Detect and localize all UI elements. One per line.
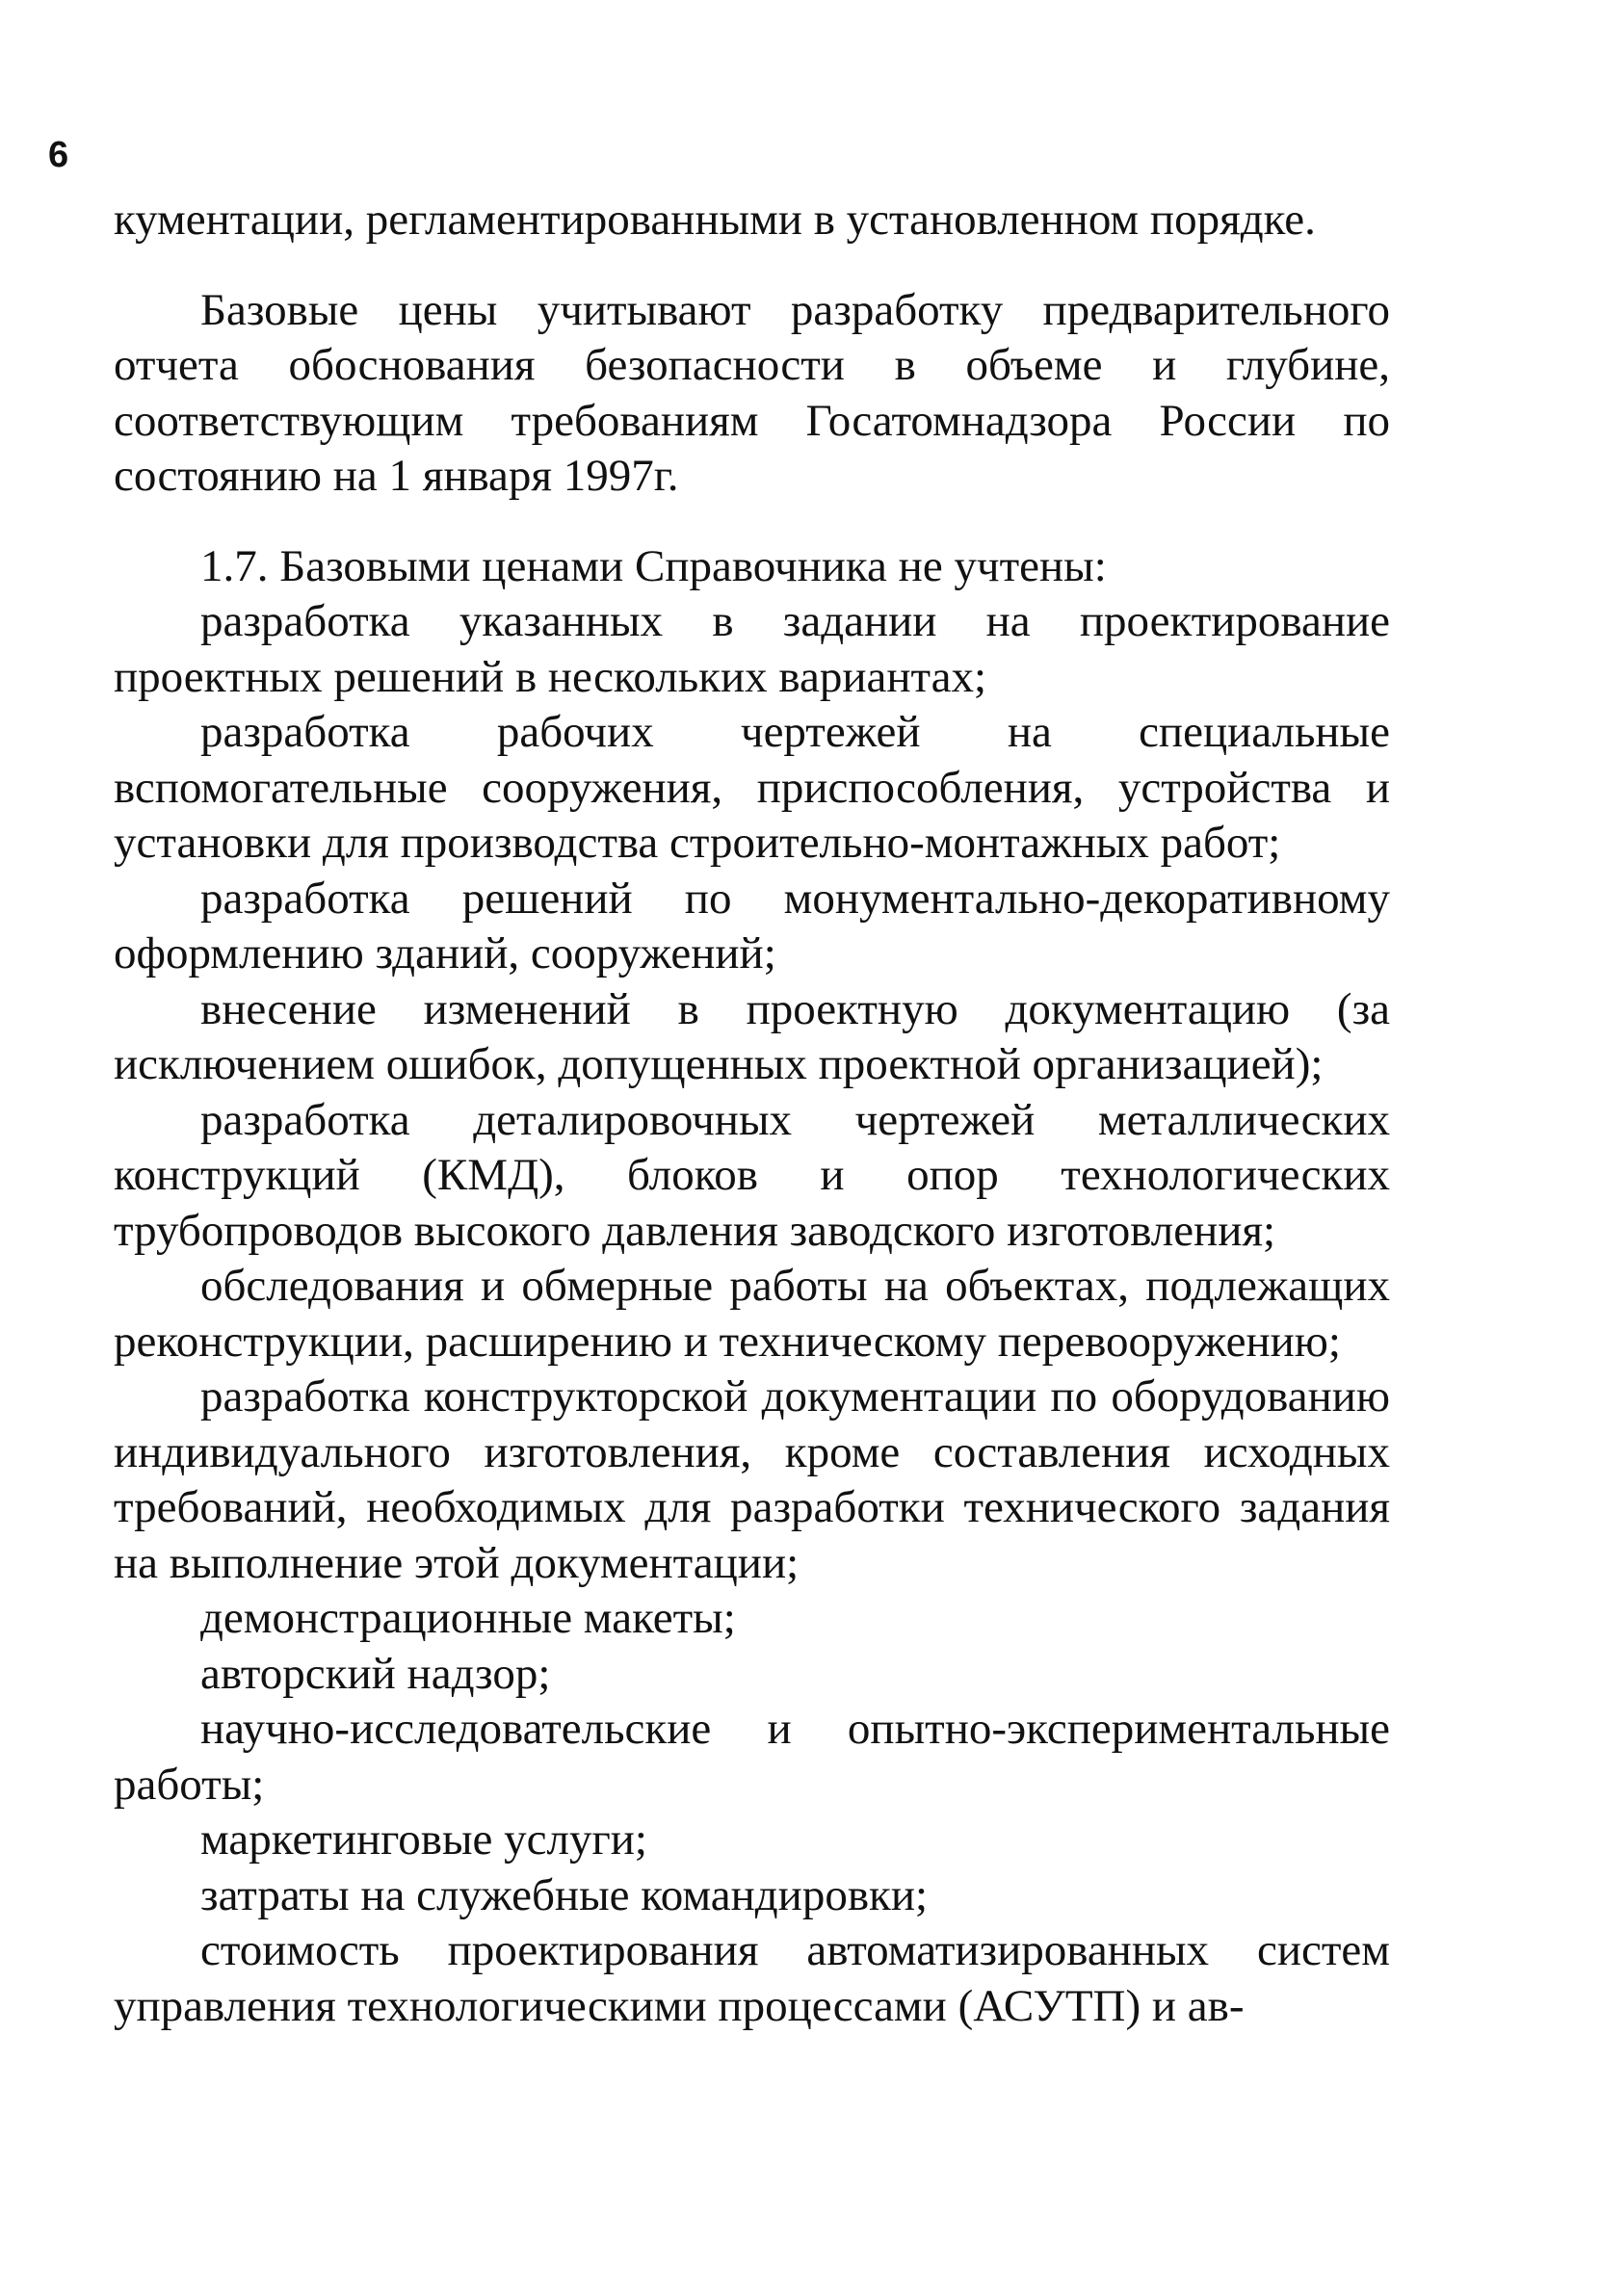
list-item: научно-исследовательские и опытно-экспериментальные работы; <box>114 1704 1390 1810</box>
list-item: внесение изменений в проектную документацию (за исключением ошибок, допущенных проектной организацией); <box>114 983 1390 1089</box>
document-body <box>114 193 1390 2034</box>
list-item: разработка конструкторской документации по оборудованию индивидуального изготовления, кроме составления исходных требований, необходимых для разработки технического задания на выполнение этой документации; <box>114 1371 1390 1588</box>
list-item: маркетинговые услуги; <box>200 1814 647 1865</box>
list-item: разработка указанных в задании на проектирование проектных решений в нескольких вариантах; <box>114 596 1390 702</box>
continuation-paragraph: кументации, регламентированными в установленном порядке. <box>114 195 1316 245</box>
list-item: стоимость проектирования автоматизированных систем управления технологическими процессами (АСУТП) и ав- <box>114 1925 1390 2031</box>
list-item: демонстрационные макеты; <box>200 1593 736 1643</box>
list-item: разработка деталировочных чертежей металлических конструкций (КМД), блоков и опор технологических трубопроводов высокого давления заводского изготовления; <box>114 1094 1390 1256</box>
list-item: обследования и обмерные работы на объектах, подлежащих реконструкции, расширению и техническому перевооружению; <box>114 1261 1390 1367</box>
section-heading: 1.7. Базовыми ценами Справочника не учтены: <box>200 540 1107 591</box>
list-item: разработка решений по монументально-декоративному оформлению зданий, сооружений; <box>114 873 1390 978</box>
list-item: авторский надзор; <box>200 1648 551 1699</box>
base-prices-paragraph: Базовые цены учитывают разработку предварительного отчета обоснования безопасности в объеме и глубине, соответствующим требованиям Госатомнадзора России по состоянию на 1 января 1997г. <box>114 284 1390 501</box>
list-item: затраты на служебные командировки; <box>200 1869 929 1920</box>
list-item: разработка рабочих чертежей на специальные вспомогательные сооружения, приспособления, устройства и установки для производства строительно-монтажных работ; <box>114 707 1390 868</box>
page-number: 6 <box>48 135 69 175</box>
